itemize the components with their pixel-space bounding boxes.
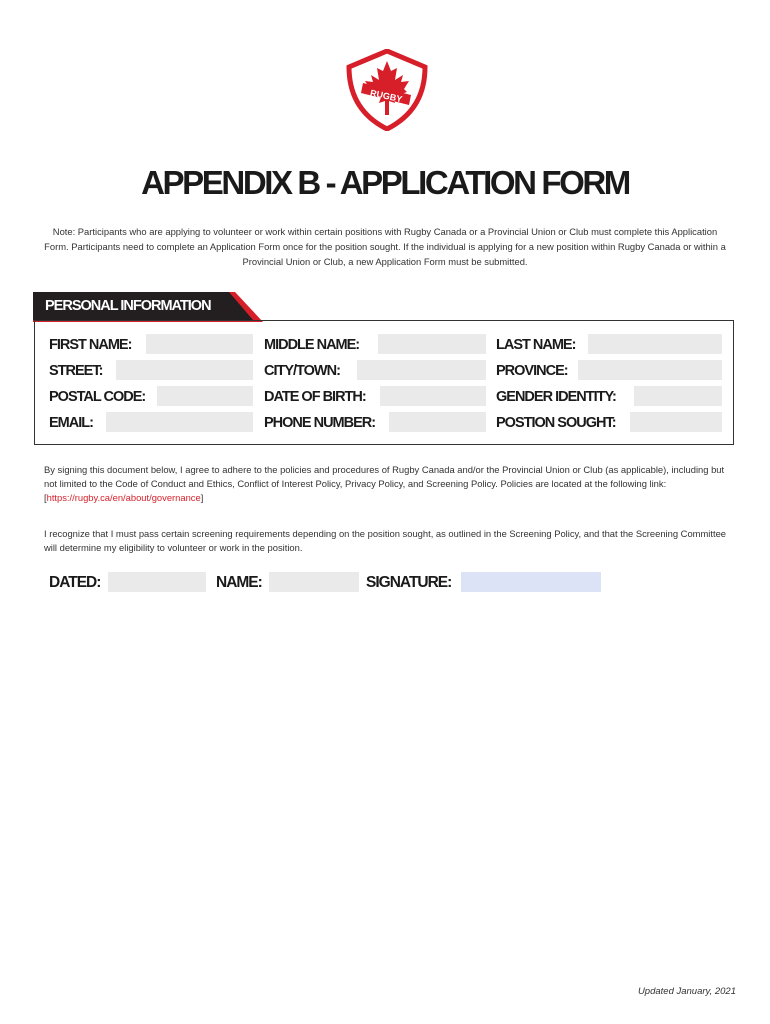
phone-number-field[interactable] — [389, 412, 486, 432]
section-title: PERSONAL INFORMATION — [45, 298, 211, 314]
phone-number-label: PHONE NUMBER: — [264, 415, 376, 431]
agreement-close: ] — [200, 492, 204, 503]
position-sought-field[interactable] — [630, 412, 722, 432]
email-label: EMAIL: — [49, 415, 93, 431]
gender-identity-label: GENDER IDENTITY: — [496, 389, 616, 405]
city-town-field[interactable] — [357, 360, 486, 380]
first-name-field[interactable] — [146, 334, 253, 354]
logo-text: RUGBY — [369, 87, 404, 105]
dated-label: DATED: — [49, 574, 101, 591]
name-field[interactable] — [269, 572, 359, 592]
postal-code-label: POSTAL CODE: — [49, 389, 146, 405]
governance-link[interactable]: https://rugby.ca/en/about/governance — [46, 492, 201, 503]
province-label: PROVINCE: — [496, 363, 568, 379]
position-sought-label: POSTION SOUGHT: — [496, 415, 616, 431]
signature-label: SIGNATURE: — [366, 574, 452, 591]
dated-field[interactable] — [108, 572, 206, 592]
name-label: NAME: — [216, 574, 262, 591]
province-field[interactable] — [578, 360, 722, 380]
middle-name-label: MIDDLE NAME: — [264, 337, 360, 353]
city-town-label: CITY/TOWN: — [264, 363, 340, 379]
street-label: STREET: — [49, 363, 103, 379]
date-of-birth-field[interactable] — [380, 386, 486, 406]
form-note: Note: Participants who are applying to volunteer or work within certain positions with Rugby Canada or a Provincial Union or Club must complete this Application Form. Participants need to complete an Application Form once for the position sought. If the individual is applying for a new position within Rugby Canada or within a Provincial Union or Club, a new Application Form must be submitted. — [44, 226, 726, 267]
last-name-label: LAST NAME: — [496, 337, 576, 353]
screening-paragraph: I recognize that I must pass certain screening requirements depending on the position sought, as outlined in the Screening Policy, and that the Screening Committee will determine my eligibility to volunteer or work in the position. — [44, 528, 726, 553]
page-title: APPENDIX B - APPLICATION FORM — [141, 164, 629, 201]
updated-date: Updated January, 2021 — [637, 986, 736, 997]
middle-name-field[interactable] — [378, 334, 486, 354]
gender-identity-field[interactable] — [634, 386, 722, 406]
rugby-canada-logo — [341, 49, 433, 131]
agreement-paragraph — [44, 463, 734, 505]
first-name-label: FIRST NAME: — [49, 337, 132, 353]
email-field[interactable] — [106, 412, 253, 432]
agreement-text: By signing this document below, I agree to adhere to the policies and procedures of Rugby Canada and/or the Provincial Union or Club (as applicable), including but not limited to the Code of Conduct and Ethics, Conflict of Interest Policy, Privacy Policy, and Screening Policy. Policies are located at the following link: [ — [44, 464, 725, 503]
maple-leaf-shield-icon — [341, 49, 433, 131]
date-of-birth-label: DATE OF BIRTH: — [264, 389, 366, 405]
signature-field[interactable] — [461, 572, 601, 592]
street-field[interactable] — [116, 360, 253, 380]
last-name-field[interactable] — [588, 334, 722, 354]
section-header-personal-information — [33, 292, 263, 322]
postal-code-field[interactable] — [157, 386, 253, 406]
